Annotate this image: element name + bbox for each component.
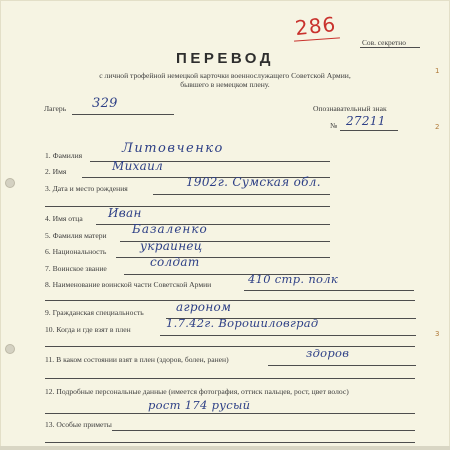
field-value-capture: 1.7.42г. Ворошиловград	[166, 316, 319, 330]
field-value-condition: здоров	[306, 346, 350, 360]
field-label-features: 13. Особые приметы	[45, 420, 112, 429]
id-no-label: №	[330, 121, 338, 130]
field-value-name: Михаил	[112, 159, 164, 173]
field-label-capture: 10. Когда и где взят в плен	[45, 325, 131, 334]
subtitle-line-2: бывшего в немецком плену.	[180, 80, 270, 89]
field-value-birth: 1902г. Сумская обл.	[186, 175, 321, 189]
field-value-father: Иван	[108, 206, 142, 220]
field-label-name: 2. Имя	[45, 167, 67, 176]
field-line-features	[112, 430, 415, 431]
secrecy-underline	[360, 47, 420, 48]
field-label-profession: 9. Гражданская специальность	[45, 308, 144, 317]
field-label-mother: 5. Фамилия матери	[45, 231, 107, 240]
field-label-rank: 7. Воинское звание	[45, 264, 107, 273]
camp-value: 329	[92, 96, 118, 111]
id-label: Опознавательный знак	[313, 104, 387, 113]
field-line-condition	[268, 365, 416, 366]
field-label-birth: 3. Дата и место рождения	[45, 184, 128, 193]
field-label-condition: 11. В каком состоянии взят в плен (здоров, болен, ранен)	[45, 355, 229, 364]
field-value-profession: агроном	[176, 300, 232, 314]
field-label-personal: 12. Подробные персональные данные (имеется фотография, оттиск пальцев, рост, цвет волос)	[45, 387, 349, 396]
field-label-nationality: 6. Национальность	[45, 247, 107, 256]
field-label-surname: 1. Фамилия	[45, 151, 83, 160]
subtitle-line-1: с личной трофейной немецкой карточки военнослужащего Советской Армии,	[99, 71, 351, 80]
paper-edge	[0, 446, 450, 450]
extra-line	[45, 378, 415, 379]
margin-mark: 2	[435, 123, 440, 131]
extra-line	[45, 346, 415, 347]
field-value-mother: Базаленко	[132, 222, 208, 236]
field-label-unit: 8. Наименование воинской части Советской Армии	[45, 280, 212, 289]
extra-line	[45, 206, 330, 207]
field-value-surname: Литовченко	[122, 141, 224, 156]
stamp-number: 286	[293, 11, 338, 41]
field-label-father: 4. Имя отца	[45, 214, 83, 223]
field-line-birth	[153, 194, 330, 195]
field-value-personal: рост 174 русый	[148, 398, 251, 412]
margin-mark: 3	[435, 330, 440, 338]
field-value-rank: солдат	[150, 255, 200, 269]
field-line-unit	[244, 290, 414, 291]
camp-line	[72, 114, 174, 115]
id-value: 27211	[346, 114, 386, 128]
field-value-nationality: украинец	[140, 239, 203, 253]
field-line-personal	[45, 413, 415, 414]
id-line	[340, 130, 398, 131]
page-title: ПЕРЕВОД	[176, 50, 274, 67]
field-line-nationality	[116, 257, 330, 258]
field-value-unit: 410 стр. полк	[248, 272, 339, 286]
field-line-capture	[160, 335, 416, 336]
punch-hole-bottom	[5, 344, 15, 354]
secrecy-mark: Сов. секретно	[362, 38, 406, 47]
extra-line	[45, 442, 415, 443]
camp-label: Лагерь	[44, 104, 67, 113]
margin-mark: 1	[435, 67, 440, 75]
punch-hole-top	[5, 178, 15, 188]
